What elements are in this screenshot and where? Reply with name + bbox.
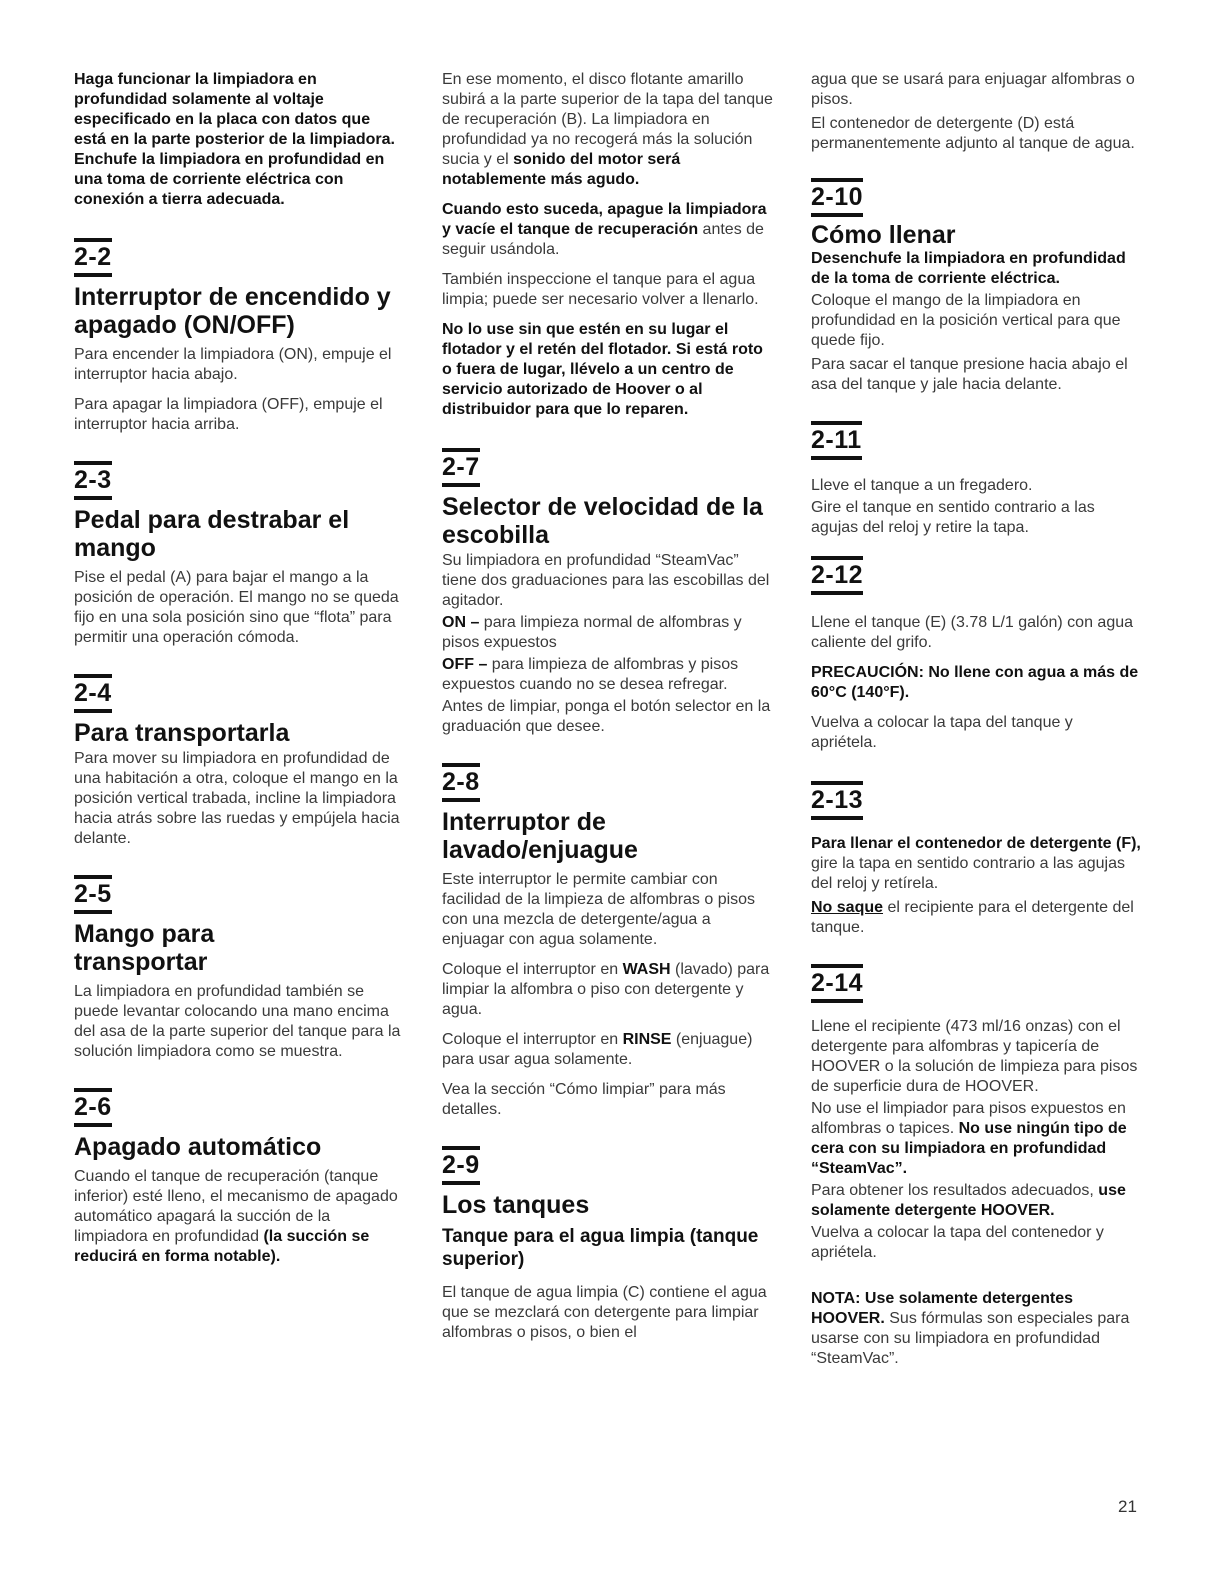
- paragraph: Llene el recipiente (473 ml/16 onzas) con el detergente para alfombras y tapicería de HOOVER o la solución de limpieza para pisos de superficie dura de HOOVER.: [811, 1018, 1138, 1095]
- paragraph-text: Cuando el tanque de recuperación (tanque inferior) esté lleno, el mecanismo de apagado automático apagará la succión de la limpiadora en profundidad: [74, 1168, 398, 1245]
- off-label: OFF –: [442, 656, 488, 673]
- section-number: 2-10: [811, 178, 863, 217]
- section-2-8: [442, 763, 777, 1120]
- paragraph-text: No use el limpiador para pisos expuestos en alfombras o tapices.: [811, 1100, 1126, 1137]
- paragraph-text: el recipiente para el detergente del tanque.: [811, 899, 1134, 936]
- paragraph: [442, 70, 777, 190]
- section-number: 2-11: [811, 421, 862, 460]
- paragraph: [442, 1030, 777, 1070]
- paragraph: [442, 200, 777, 260]
- paragraph: [442, 613, 777, 653]
- wash-label: WASH: [622, 961, 671, 978]
- paragraph: Desenchufe la limpiadora en profundidad de la toma de corriente eléctrica.: [811, 250, 1126, 287]
- section-title: Selector de velocidad de la escobilla: [442, 493, 763, 549]
- paragraph: Para sacar el tanque presione hacia abajo el asa del tanque y jale hacia delante.: [811, 356, 1128, 393]
- paragraph: También inspeccione el tanque para el agua limpia; puede ser necesario volver a llenarlo.: [442, 271, 759, 308]
- paragraph-emphasis: Para llenar el contenedor de detergente (F),: [811, 835, 1141, 852]
- section-title: Para transportarla: [74, 719, 290, 747]
- paragraph-text: gire la tapa en sentido contrario a las agujas del reloj y retírela.: [811, 855, 1125, 892]
- section-2-10: [811, 178, 1141, 395]
- paragraph: Coloque el mango de la limpiadora en profundidad en la posición vertical para que quede fijo.: [811, 292, 1121, 349]
- paragraph-text: Coloque el interruptor en: [442, 1031, 623, 1048]
- section-number: 2-13: [811, 781, 863, 820]
- paragraph: [74, 1167, 406, 1267]
- page-number: 21: [1118, 1497, 1137, 1516]
- paragraph-text: En ese momento, el disco flotante amarillo subirá a la parte superior de la tapa del tanque de recuperación (B). La limpiadora en profundidad ya no recogerá más la solución sucia y el: [442, 71, 773, 168]
- paragraph-text: para limpieza de alfombras y pisos expuestos cuando no se desea refregar.: [442, 656, 739, 693]
- section-subtitle: Tanque para el agua limpia (tanque superior): [442, 1226, 759, 1270]
- paragraph: Para apagar la limpiadora (OFF), empuje el interruptor hacia arriba.: [74, 396, 383, 433]
- paragraph-emphasis: (la succión se reducirá en forma notable).: [74, 1228, 370, 1265]
- section-number: 2-7: [442, 448, 480, 487]
- section-number: 2-5: [74, 875, 112, 914]
- section-title: Apagado automático: [74, 1133, 322, 1161]
- paragraph: [811, 1099, 1141, 1179]
- paragraph: Antes de limpiar, ponga el botón selector en la graduación que desee.: [442, 698, 771, 735]
- section-number: 2-14: [811, 964, 863, 1003]
- section-2-2: [74, 238, 406, 435]
- paragraph: El contenedor de detergente (D) está permanentemente adjunto al tanque de agua.: [811, 115, 1135, 152]
- section-number: 2-6: [74, 1088, 112, 1127]
- paragraph-text: antes de seguir usándola.: [442, 221, 764, 258]
- section-2-9: [442, 1146, 777, 1343]
- paragraph: Para mover su limpiadora en profundidad de una habitación a otra, coloque el mango en la posición vertical trabada, incline la limpiadora hacia atrás sobre las ruedas y empújela hacia delante.: [74, 750, 400, 847]
- section-2-4: [74, 674, 406, 849]
- paragraph-text: Sus fórmulas son especiales para usarse con su limpiadora en profundidad “SteamVac”.: [811, 1310, 1130, 1367]
- caution-text: PRECAUCIÓN: No llene con agua a más de 60°C (140°F).: [811, 664, 1139, 701]
- section-2-7: [442, 448, 777, 737]
- section-title: Interruptor de lavado/enjuague: [442, 808, 638, 864]
- section-2-12: [811, 556, 1141, 753]
- paragraph-text: para limpieza normal de alfombras y pisos expuestos: [442, 614, 742, 651]
- rinse-label: RINSE: [622, 1031, 672, 1048]
- paragraph: Vea la sección “Cómo limpiar” para más detalles.: [442, 1081, 726, 1118]
- section-2-5: [74, 875, 406, 1062]
- paragraph: Este interruptor le permite cambiar con facilidad de la limpieza de alfombras o pisos con una mezcla de detergente/agua a enjuagar con agua solamente.: [442, 871, 756, 948]
- section-number: 2-4: [74, 674, 112, 713]
- section-2-13: [811, 781, 1141, 938]
- section-2-3: [74, 461, 406, 648]
- paragraph-emphasis: No use ningún tipo de cera con su limpiadora en profundidad “SteamVac”.: [811, 1120, 1127, 1177]
- paragraph: [811, 834, 1141, 894]
- on-label: ON –: [442, 614, 480, 631]
- section-title: Los tanques: [442, 1191, 590, 1219]
- section-number: 2-3: [74, 461, 112, 500]
- paragraph: Gire el tanque en sentido contrario a las agujas del reloj y retire la tapa.: [811, 499, 1095, 536]
- section-number: 2-8: [442, 763, 480, 802]
- paragraph-emphasis: sonido del motor será notablemente más agudo.: [442, 151, 681, 188]
- paragraph: Vuelva a colocar la tapa del contenedor y apriétela.: [811, 1224, 1104, 1261]
- section-number: 2-9: [442, 1146, 480, 1185]
- section-number: 2-12: [811, 556, 863, 595]
- paragraph-text: Para obtener los resultados adecuados,: [811, 1182, 1099, 1199]
- paragraph: Pise el pedal (A) para bajar el mango a la posición de operación. El mango no se queda fijo en una sola posición sino que “flota” para permitir una operación cómoda.: [74, 569, 399, 646]
- paragraph-text: Coloque el interruptor en: [442, 961, 623, 978]
- section-title: Cómo llenar: [811, 221, 956, 249]
- paragraph-emphasis: No saque: [811, 899, 884, 916]
- paragraph: [811, 1181, 1141, 1221]
- column-middle: [442, 70, 777, 1353]
- column-right: [811, 70, 1141, 1379]
- paragraph: El tanque de agua limpia (C) contiene el agua que se mezclará con detergente para limpiar alfombras o pisos, o bien el: [442, 1284, 767, 1341]
- section-title: Mango para transportar: [74, 920, 215, 976]
- paragraph: [442, 960, 777, 1020]
- paragraph: Para encender la limpiadora (ON), empuje el interruptor hacia abajo.: [74, 346, 392, 383]
- note-label: NOTA: Use solamente detergentes HOOVER.: [811, 1290, 1073, 1327]
- paragraph: Lleve el tanque a un fregadero.: [811, 477, 1033, 494]
- paragraph: Llene el tanque (E) (3.78 L/1 galón) con agua caliente del grifo.: [811, 614, 1134, 651]
- section-2-11: [811, 421, 1141, 538]
- paragraph: [811, 898, 1141, 938]
- paragraph: agua que se usará para enjuagar alfombras o pisos.: [811, 71, 1135, 108]
- paragraph-emphasis: Cuando esto suceda, apague la limpiadora y vacíe el tanque de recuperación: [442, 201, 767, 238]
- section-number: 2-2: [74, 238, 112, 277]
- voltage-warning: Haga funcionar la limpiadora en profundidad solamente al voltaje especificado en la placa con datos que está en la parte posterior de la limpiadora. Enchufe la limpiadora en profundidad en una toma de corriente eléctrica con conexión a tierra adecuada.: [74, 71, 395, 208]
- section-2-6: [74, 1088, 406, 1267]
- float-warning: No lo use sin que estén en su lugar el flotador y el retén del flotador. Si está roto o fuera de lugar, llévelo a un centro de servicio autorizado de Hoover o al distribuidor para que lo reparen.: [442, 321, 763, 418]
- paragraph: Su limpiadora en profundidad “SteamVac” tiene dos graduaciones para las escobillas del agitador.: [442, 552, 770, 609]
- paragraph: La limpiadora en profundidad también se puede levantar colocando una mano encima del asa de la parte superior del tanque para la solución limpiadora como se muestra.: [74, 983, 401, 1060]
- column-left: [74, 70, 406, 1277]
- paragraph-emphasis: use solamente detergente HOOVER.: [811, 1182, 1126, 1219]
- section-2-14: [811, 964, 1141, 1369]
- paragraph: Vuelva a colocar la tapa del tanque y apriétela.: [811, 714, 1073, 751]
- paragraph-text: (enjuague) para usar agua solamente.: [442, 1031, 753, 1068]
- paragraph-text: (lavado) para limpiar la alfombra o piso con detergente y agua.: [442, 961, 770, 1018]
- section-title: Pedal para destrabar el mango: [74, 506, 350, 562]
- note-paragraph: [811, 1289, 1141, 1369]
- section-title: Interruptor de encendido y apagado (ON/OFF): [74, 283, 391, 339]
- paragraph: [442, 655, 777, 695]
